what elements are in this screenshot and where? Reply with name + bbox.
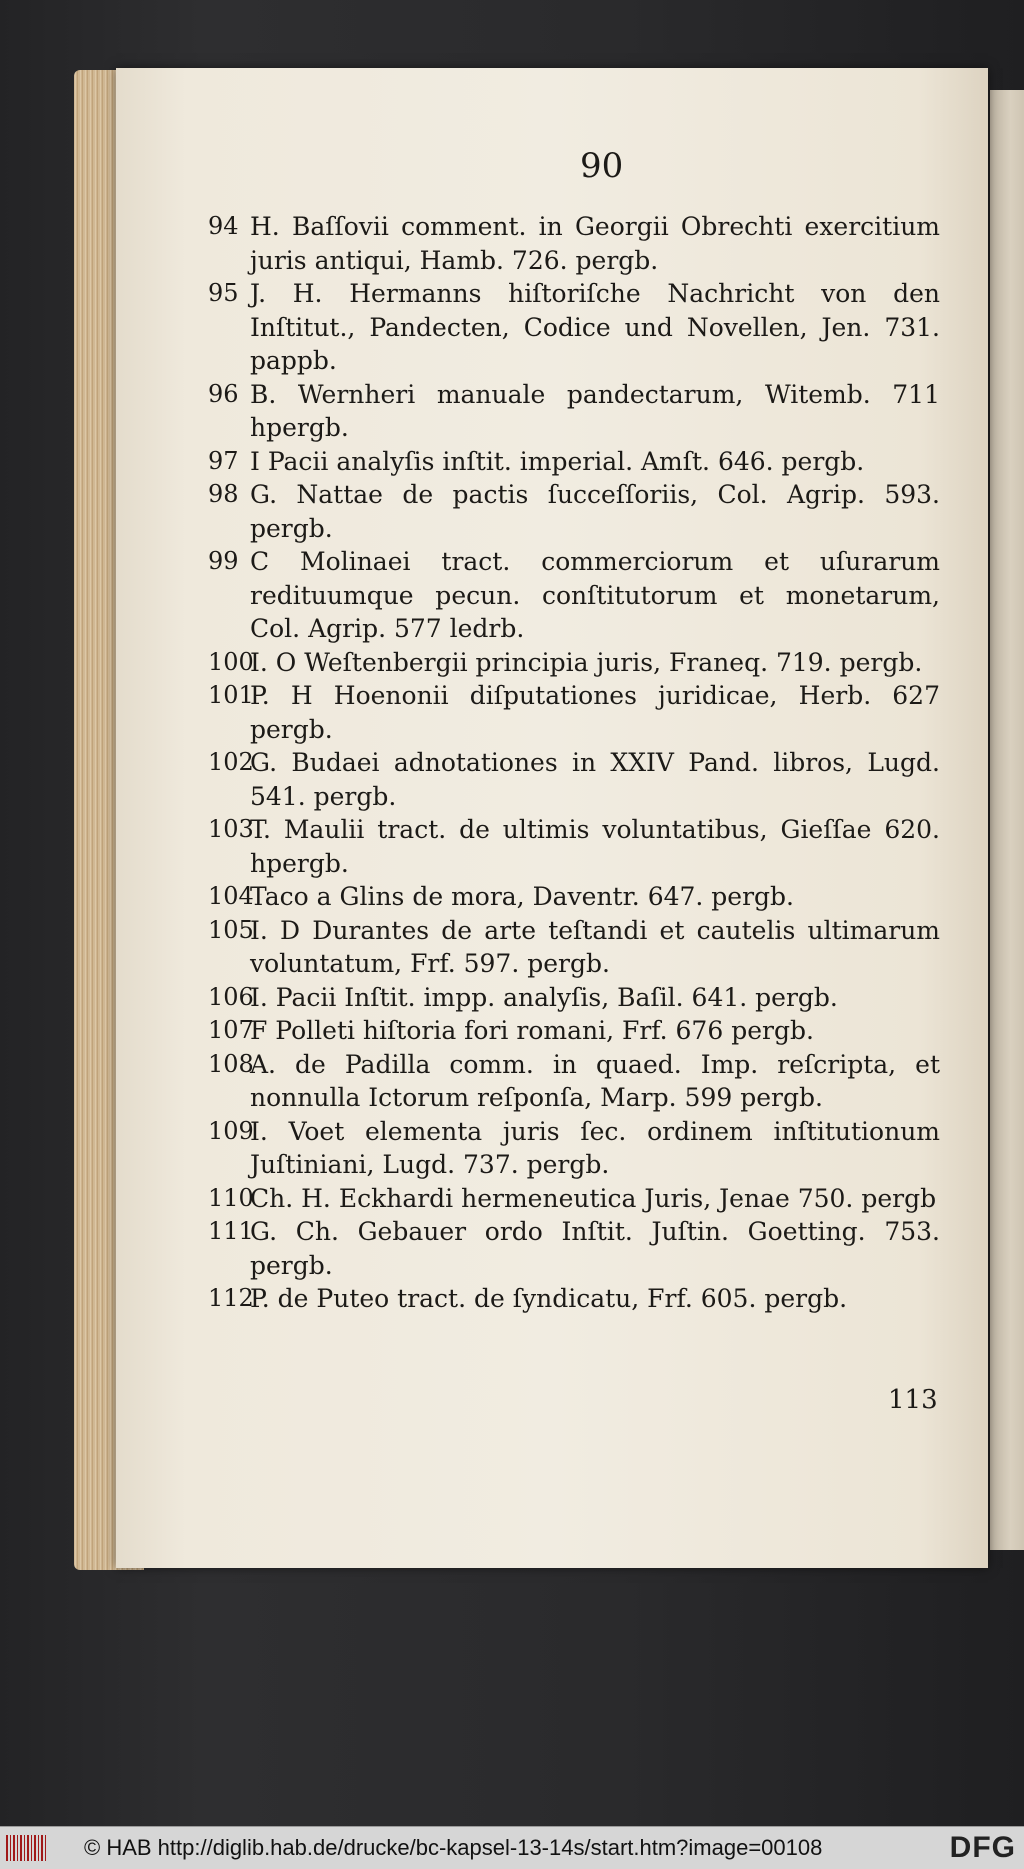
entry-number: 98 — [208, 480, 239, 508]
entry-text: J. H. Hermanns hiſtoriſche Nachricht von den Inſtitut., Pandecten, Codice und Novellen, Jen. 731. pappb. — [250, 279, 940, 375]
catalog-entry — [208, 210, 940, 277]
catalog-entry — [208, 445, 940, 479]
entry-number: 95 — [208, 279, 239, 307]
catalog-entry — [208, 1014, 940, 1048]
dfg-logo: DFG — [949, 1831, 1016, 1864]
entry-number: 101 — [208, 681, 254, 709]
catalog-entry — [208, 1182, 940, 1216]
entry-text: H. Baſſovii comment. in Georgii Obrechti exercitium juris antiqui, Hamb. 726. pergb. — [250, 212, 940, 275]
entry-text: G. Budaei adnotationes in XXIV Pand. libros, Lugd. 541. pergb. — [250, 748, 940, 811]
catalog-entry — [208, 1282, 940, 1316]
catalog-entry — [208, 646, 940, 680]
entry-number: 103 — [208, 815, 254, 843]
entry-text: C Molinaei tract. commerciorum et uſurarum redituumque pecun. conſtitutorum et monetarum, Col. Agrip. 577 ledrb. — [250, 547, 940, 643]
entry-text: I. O Weſtenbergii principia juris, Franeq. 719. pergb. — [250, 647, 923, 677]
entry-number: 100 — [208, 647, 254, 676]
catalog-entry — [208, 914, 940, 981]
facing-page-sliver — [990, 90, 1024, 1550]
entry-text: I. Voet elementa juris ſec. ordinem inſtitutionum Juſtiniani, Lugd. 737. pergb. — [250, 1116, 940, 1179]
catalog-entry — [208, 1115, 940, 1182]
catalog-entry-list — [208, 210, 940, 1316]
entry-number: 109 — [208, 1116, 254, 1145]
entry-number: 102 — [208, 748, 254, 776]
entry-number: 110 — [208, 1183, 254, 1212]
copyright-link[interactable]: © HAB http://diglib.hab.de/drucke/bc-kapsel-13-14s/start.htm?image=00108 — [84, 1835, 823, 1860]
entry-text: A. de Padilla comm. in quaed. Imp. reſcripta, et nonnulla Ictorum reſponſa, Marp. 599 pergb. — [250, 1049, 940, 1112]
entry-text: Taco a Glins de mora, Daventr. 647. pergb. — [250, 882, 795, 911]
entry-text: I. D Durantes de arte teſtandi et cautelis ultimarum voluntatum, Frf. 597. pergb. — [250, 915, 940, 978]
catalog-entry — [208, 679, 940, 746]
entry-text: T. Maulii tract. de ultimis voluntatibus, Gieſſae 620. hpergb. — [250, 815, 940, 878]
entry-number: 105 — [208, 915, 254, 944]
catalog-entry — [208, 1215, 940, 1282]
entry-number: 112 — [208, 1284, 254, 1312]
catalog-entry — [208, 813, 940, 880]
entry-number: 111 — [208, 1217, 254, 1245]
entry-text: P. H Hoenonii diſputationes juridicae, Herb. 627 pergb. — [250, 681, 940, 744]
entry-text: G. Ch. Gebauer ordo Inſtit. Juſtin. Goetting. 753. pergb. — [250, 1217, 940, 1280]
entry-number: 99 — [208, 547, 239, 575]
entry-number: 104 — [208, 882, 254, 910]
entry-number: 107 — [208, 1016, 254, 1044]
entry-number: 97 — [208, 446, 239, 475]
catalog-entry — [208, 545, 940, 646]
entry-number: 108 — [208, 1049, 254, 1078]
page-number: 90 — [580, 146, 624, 186]
catalog-entry — [208, 746, 940, 813]
catalog-entry — [208, 1048, 940, 1115]
entry-text: B. Wernheri manuale pandectarum, Witemb. 711 hpergb. — [250, 379, 940, 442]
catalog-entry — [208, 277, 940, 378]
entry-text: P. de Puteo tract. de ſyndicatu, Frf. 605. pergb. — [250, 1284, 848, 1313]
entry-number: 94 — [208, 212, 239, 240]
entry-text: I. Pacii Inſtit. impp. analyſis, Baſil. 641. pergb. — [250, 982, 838, 1012]
entry-text: F Polleti hiſtoria fori romani, Frf. 676 pergb. — [250, 1016, 814, 1045]
catalog-entry — [208, 981, 940, 1015]
entry-number: 96 — [208, 379, 239, 408]
catchword: 113 — [888, 1385, 938, 1415]
entry-text: Ch. H. Eckhardi hermeneutica Juris, Jenae 750. pergb — [250, 1183, 937, 1213]
catalog-entry — [208, 378, 940, 445]
catalog-entry — [208, 880, 940, 914]
catalog-entry — [208, 478, 940, 545]
barcode-icon — [6, 1835, 46, 1861]
entry-text: I Pacii analyſis inſtit. imperial. Amſt. 646. pergb. — [250, 446, 865, 476]
viewer-footer — [0, 1826, 1024, 1869]
entry-number: 106 — [208, 982, 254, 1011]
entry-text: G. Nattae de pactis ſucceſſoriis, Col. Agrip. 593. pergb. — [250, 480, 940, 543]
